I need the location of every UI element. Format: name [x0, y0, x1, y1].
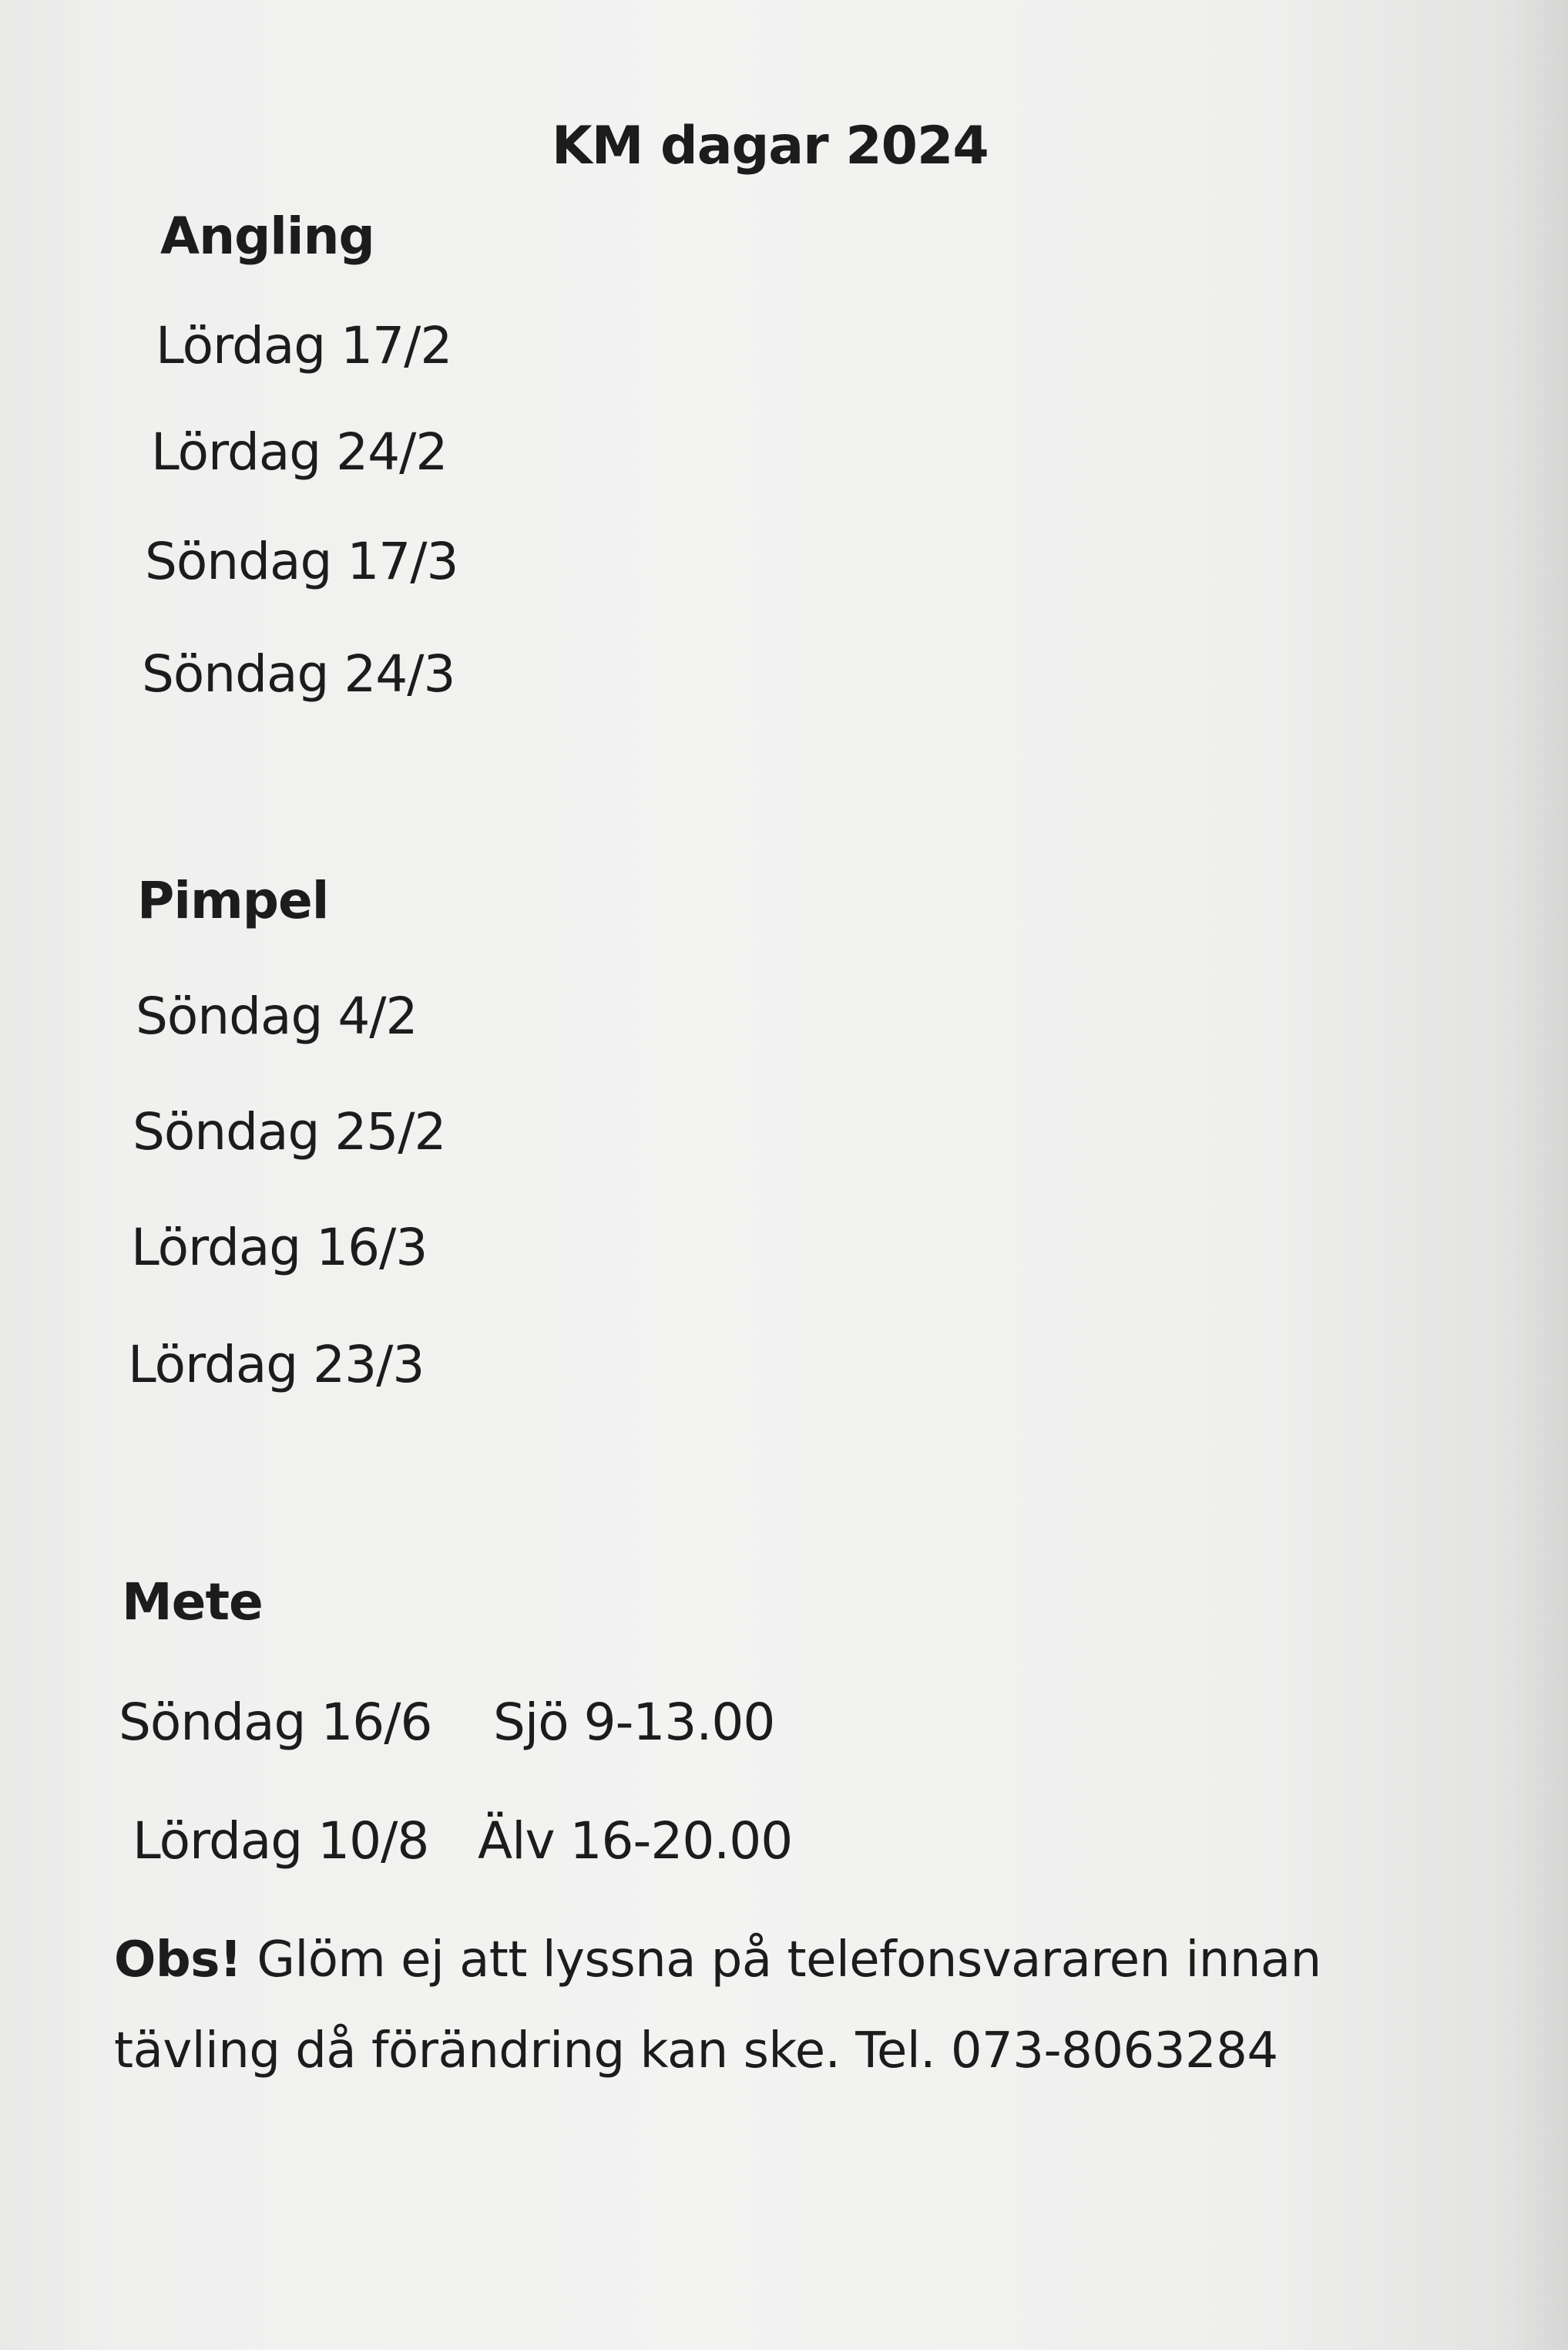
angling-date-4: Söndag 24/3	[142, 644, 455, 704]
pimpel-date-3: Lördag 16/3	[131, 1218, 428, 1277]
note-label: Obs!	[114, 1931, 242, 1989]
mete-date-2: Lördag 10/8	[133, 1811, 429, 1871]
mete-detail-2: Älv 16-20.00	[478, 1811, 793, 1871]
section-heading-pimpel: Pimpel	[137, 871, 329, 930]
mete-row-2	[133, 1811, 793, 1871]
note-line-1	[114, 1931, 1321, 1989]
pimpel-date-1: Söndag 4/2	[136, 987, 418, 1046]
note-text-2: tävling då förändring kan ske. Tel. 073-8063284	[114, 2022, 1278, 2079]
note-text-1: Glöm ej att lyssna på telefonsvararen innan	[257, 1931, 1321, 1989]
pimpel-date-4: Lördag 23/3	[128, 1335, 425, 1394]
section-heading-angling: Angling	[160, 207, 374, 266]
angling-date-3: Söndag 17/3	[145, 532, 458, 591]
pimpel-date-2: Söndag 25/2	[133, 1102, 446, 1162]
angling-date-2: Lördag 24/2	[151, 422, 448, 482]
section-heading-mete: Mete	[122, 1572, 263, 1632]
mete-row-1	[119, 1693, 775, 1752]
page-title: KM dagar 2024	[552, 116, 989, 177]
mete-detail-1: Sjö 9-13.00	[493, 1693, 775, 1752]
angling-date-1: Lördag 17/2	[156, 316, 452, 375]
mete-date-1: Söndag 16/6	[119, 1693, 432, 1752]
note-line-2	[114, 2022, 1278, 2079]
